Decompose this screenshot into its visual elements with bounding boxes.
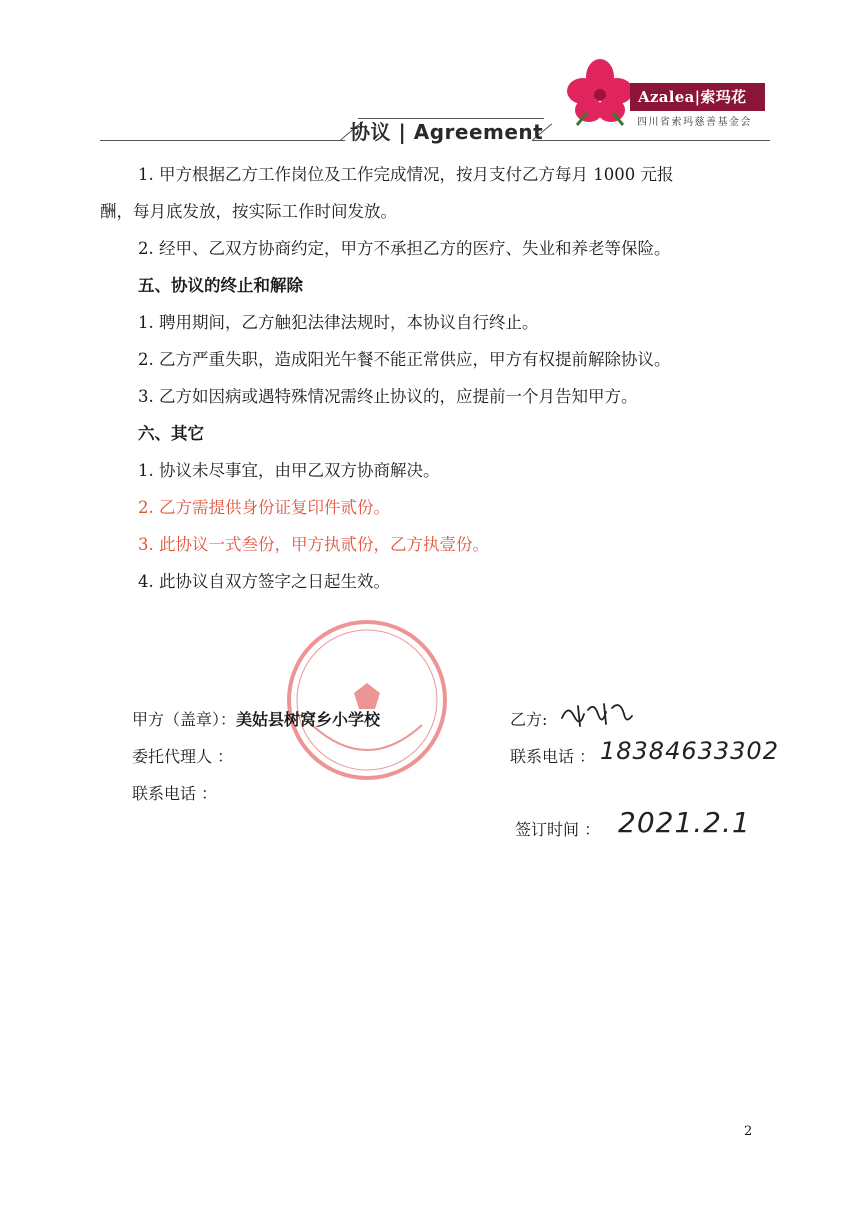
logo-brand: Azalea|索玛花 [630,83,765,111]
document-header [0,0,860,150]
termination-clause-2: 2. 乙方严重失职，造成阳光午餐不能正常供应，甲方有权提前解除协议。 [138,350,671,369]
header-rule-left [100,140,345,141]
insurance-clause: 2. 经甲、乙双方协商约定，甲方不承担乙方的医疗、失业和养老等保险。 [138,239,671,258]
other-clause-3: 3. 此协议一式叁份，甲方执贰份，乙方执壹份。 [138,535,489,554]
party-b-label: 乙方: [510,710,548,729]
party-a-signature-line [132,705,380,735]
signing-date-value: 2021.2.1 [618,806,751,839]
party-a-contact-label: 联系电话 ： [132,784,218,803]
party-b-contact-label: 联系电话 ： [510,747,596,766]
termination-clause-3: 3. 乙方如因病或遇特殊情况需终止协议的，应提前一个月告知甲方。 [138,387,638,406]
official-seal-stamp [282,615,452,785]
azalea-logo [565,55,765,135]
signing-date-label: 签订时间 ： [515,820,601,839]
other-clause-2: 2. 乙方需提供身份证复印件贰份。 [138,498,390,517]
payment-clause-line2: 酬，每月底发放，按实际工作时间发放。 [100,202,397,221]
party-a-label: 甲方（盖章）： [132,710,237,729]
agent-label: 委托代理人 ： [132,747,234,766]
logo-organization: 四川省索玛慈善基金会 [637,117,752,128]
other-clause-4: 4. 此协议自双方签字之日起生效。 [138,572,390,591]
party-a-name: 美姑县树窝乡小学校 [236,710,381,729]
page-title: 协议 | Agreement [350,120,544,144]
party-b-handwritten-signature [558,696,638,732]
party-b-contact-value: 18384633302 [600,737,779,765]
payment-clause-line1: 1. 甲方根据乙方工作岗位及工作完成情况，按月支付乙方每月 1000 元报 [138,165,674,184]
section-heading-other: 六、其它 [138,424,204,443]
azalea-flower-icon [565,55,635,130]
section-heading-termination: 五、协议的终止和解除 [138,276,303,295]
page-number: 2 [744,1124,753,1139]
termination-clause-1: 1. 聘用期间，乙方触犯法律法规时，本协议自行终止。 [138,313,539,332]
header-rule-right [532,140,770,141]
other-clause-1: 1. 协议未尽事宜，由甲乙双方协商解决。 [138,461,440,480]
